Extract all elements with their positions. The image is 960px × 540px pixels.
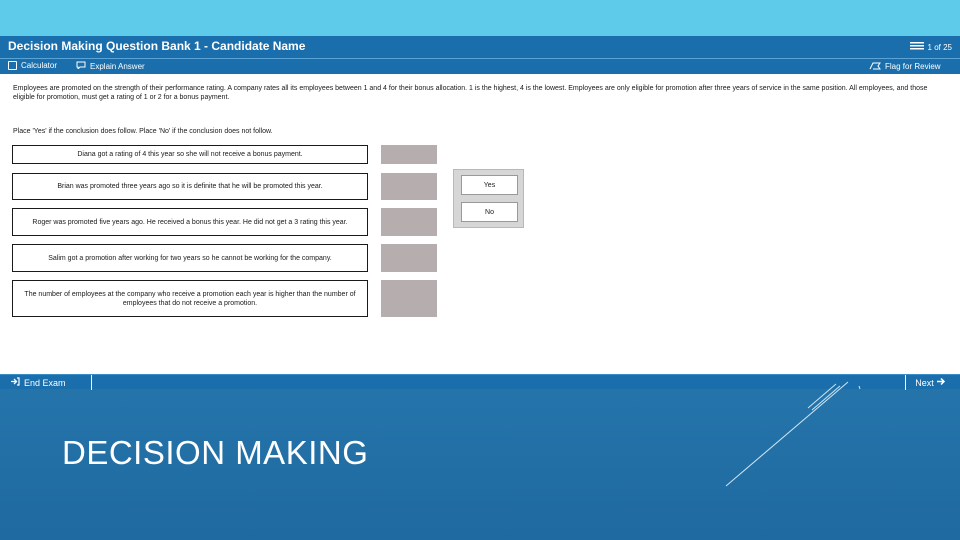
calculator-label: Calculator	[21, 61, 58, 70]
statement-5: The number of employees at the company who receive a promotion each year is higher than the number of employees that do not receive a promotion.	[12, 280, 368, 317]
option-no[interactable]: No	[461, 202, 518, 222]
flag-for-review-label: Flag for Review	[885, 62, 941, 71]
statement-3: Roger was promoted five years ago. He received a bonus this year. He did not get a 3 rating this year.	[12, 208, 368, 236]
question-instruction: Place 'Yes' if the conclusion does follow. Place 'No' if the conclusion does not follow.	[13, 128, 273, 135]
next-label: Next	[915, 377, 934, 388]
statement-2: Brian was promoted three years ago so it is definite that he will be promoted this year.	[12, 173, 368, 200]
explain-answer-label: Explain Answer	[90, 61, 145, 71]
exam-title: Decision Making Question Bank 1 - Candidate Name	[8, 39, 306, 53]
option-yes[interactable]: Yes	[461, 175, 518, 195]
statement-4: Salim got a promotion after working for two years so he cannot be working for the company.	[12, 244, 368, 272]
statement-1: Diana got a rating of 4 this year so she will not receive a bonus payment.	[12, 145, 368, 164]
question-intro: Employees are promoted on the strength of their performance rating. A company rates all its employees between 1 and 4 for their bonus allocation. 1 is the highest, 4 is the lowest. Employees are only eligible for promotion after three years of service in the same position. All employees, and those eligible for promotion, must get a rating of 1 or 2 for a bonus payment.	[13, 85, 928, 101]
end-exam-label: End Exam	[24, 377, 66, 388]
question-counter-text: 1 of 25	[927, 42, 952, 52]
slide-title: DECISION MAKING	[62, 434, 369, 471]
